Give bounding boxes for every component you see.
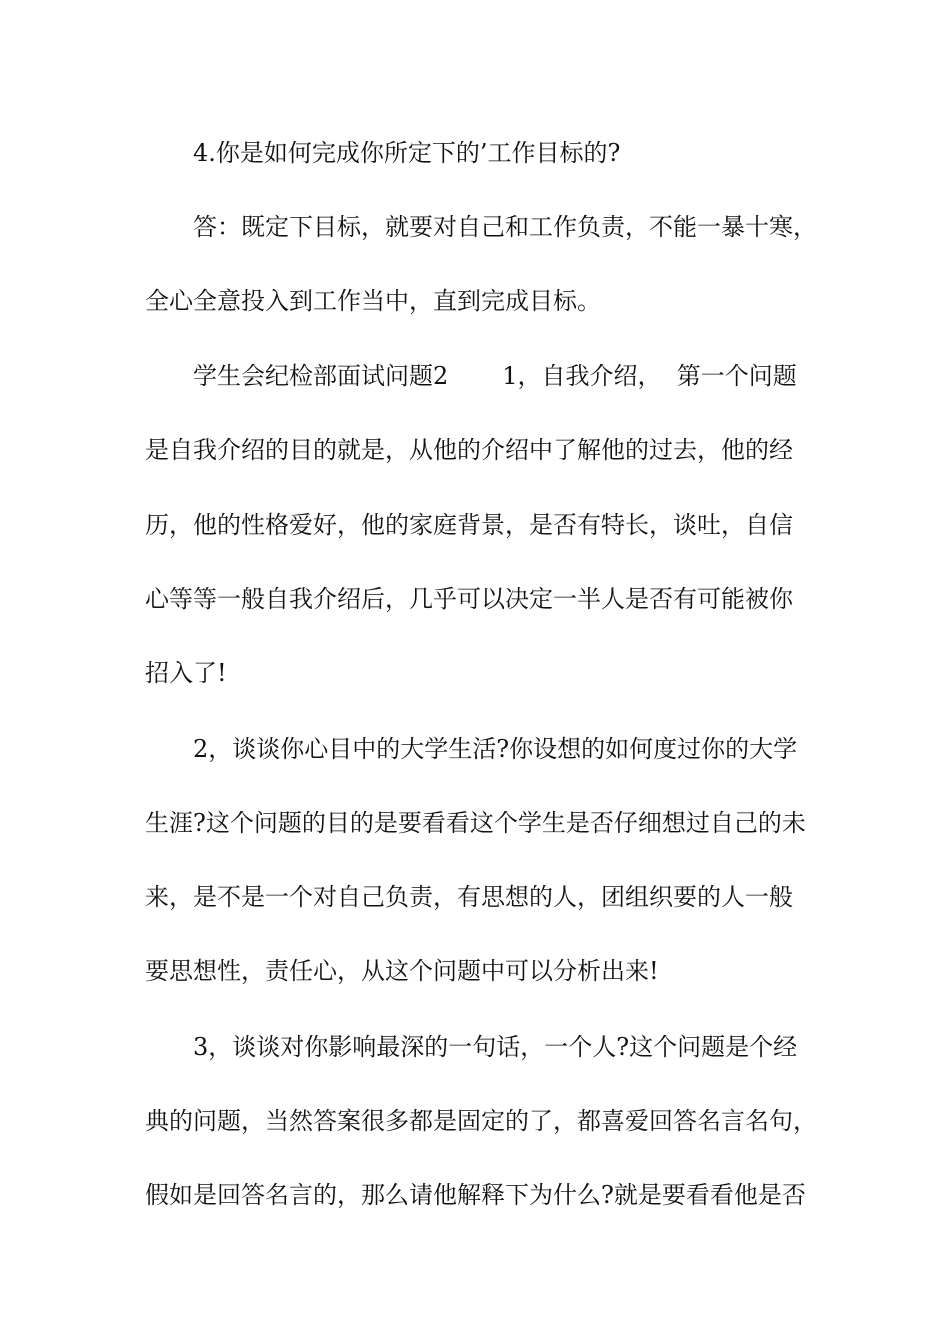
- paragraph-2-line-2: 生涯?这个问题的目的是要看看这个学生是否仔细想过自己的未: [145, 809, 806, 837]
- answer-line-1: 答：既定下目标，就要对自己和工作负责，不能一暴十寒，: [193, 213, 817, 241]
- paragraph-1-line-5: 招入了!: [145, 659, 227, 687]
- paragraph-1-line-3: 历，他的性格爱好，他的家庭背景，是否有特长，谈吐，自信: [145, 511, 793, 539]
- section-heading: 学生会纪检部面试问题2: [193, 362, 449, 390]
- question-1-start: 1，自我介绍， 第一个问题: [502, 362, 797, 390]
- paragraph-3-line-2: 典的问题，当然答案很多都是固定的了，都喜爱回答名言名句，: [145, 1107, 817, 1135]
- paragraph-1-line-4: 心等等一般自我介绍后，几乎可以决定一半人是否有可能被你: [145, 585, 793, 613]
- question-4-line: 4.你是如何完成你所定下的’工作目标的?: [193, 139, 621, 167]
- paragraph-2-line-1: 2，谈谈你心目中的大学生活?你设想的如何度过你的大学: [193, 735, 798, 763]
- paragraph-3-line-3: 假如是回答名言的，那么请他解释下为什么?就是要看看他是否: [145, 1181, 806, 1209]
- answer-line-2: 全心全意投入到工作当中，直到完成目标。: [145, 287, 601, 315]
- paragraph-2-line-4: 要思想性，责任心，从这个问题中可以分析出来!: [145, 957, 659, 985]
- paragraph-2-line-3: 来，是不是一个对自己负责，有思想的人，团组织要的人一般: [145, 883, 793, 911]
- section-heading-line: [193, 356, 873, 396]
- paragraph-3-line-1: 3，谈谈对你影响最深的一句话，一个人?这个问题是个经: [193, 1033, 798, 1061]
- paragraph-1-line-2: 是自我介绍的目的就是，从他的介绍中了解他的过去，他的经: [145, 436, 793, 464]
